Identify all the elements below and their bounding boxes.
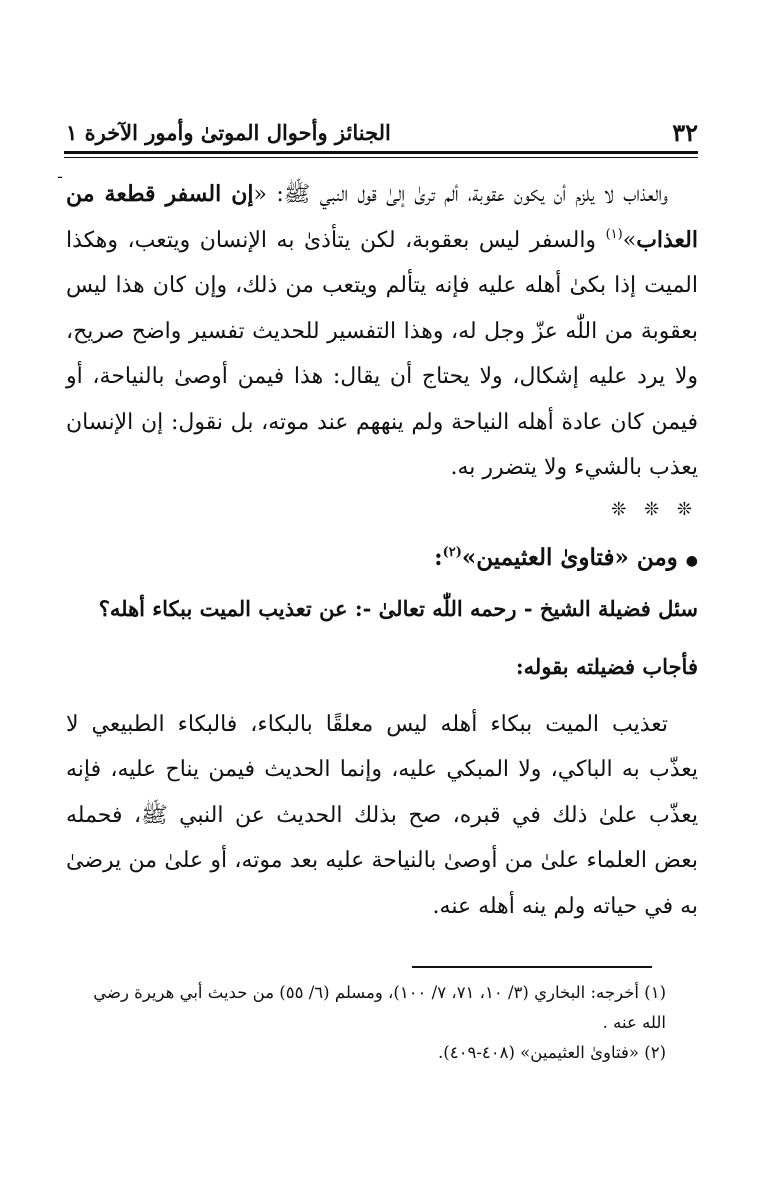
footnote-rule bbox=[412, 966, 652, 968]
section-suffix: : bbox=[434, 543, 443, 571]
page-number: ٣٢ bbox=[672, 117, 698, 147]
running-title: الجنائز وأحوال الموتىٰ وأمور الآخرة ١ bbox=[66, 119, 391, 145]
footnotes bbox=[66, 978, 666, 1068]
footnote-2: (٢) «فتاوىٰ العثيمين» (٤٠٨-٤٠٩). bbox=[438, 1043, 666, 1062]
header-rule-thin bbox=[64, 157, 698, 158]
paragraph-1-part3: والسفر ليس بعقوبة، لكن يتأذىٰ به الإنسان ويتعب، وهكذا الميت إذا بكىٰ أهله عليه فإنه يتألم ويتعب من ذلك، وإن كان هذا ليس بعقوبة من اللّٰه عزّ وجل له، وهذا التفسير للحديث تفسير واضح صريح، ولا يرد عليه إشكال، ولا يحتاج أن يقال: هذا فيمن أوصىٰ بالنياحة، أو فيمن كان عادة أهله النياحة ولم ينههم عند موته، بل نقول: إن الإنسان يعذب بالشيء ولا يتضرر به. bbox=[66, 227, 698, 480]
header-rule-thick bbox=[64, 151, 698, 154]
paragraph-1-part2: » bbox=[622, 227, 637, 253]
paragraph-1-part1: والعذاب لا يلزم أن يكون عقوبة، ألم ترىٰ إلىٰ قول النبي ﷺ: « bbox=[253, 182, 668, 207]
answer-paragraph: تعذيب الميت ببكاء أهله ليس معلقًا بالبكاء، فالبكاء الطبيعي لا يعذّب به الباكي، ولا المبكي عليه، وإنما الحديث فيمن يناح عليه، فإنه يعذّب علىٰ ذلك في قبره، صح بذلك الحديث عن النبي ﷺ، فحمله بعض العلماء علىٰ من أوصىٰ بالنياحة عليه بعد موته، أو علىٰ من يرضىٰ به في حياته ولم ينه أهله عنه. bbox=[66, 711, 698, 919]
section-heading bbox=[66, 533, 698, 586]
section-separator: ❊ ❊ ❊ bbox=[611, 498, 698, 520]
page-header bbox=[66, 112, 698, 152]
bullet-icon: ● bbox=[685, 552, 698, 569]
footnote-ref-2[interactable]: (٢) bbox=[442, 544, 462, 560]
footnote-ref-1[interactable]: (١) bbox=[605, 226, 623, 242]
hadith-quote: إن السفر قطعة من العذاب bbox=[66, 181, 698, 253]
section-title: ومن «فتاوىٰ العثيمين» bbox=[461, 543, 678, 571]
footnote-1: (١) أخرجه: البخاري (٣/ ١٠، ٧١، ٧/ ١٠٠)، ومسلم (٦/ ٥٥) من حديث أبي هريرة رضي الله عنه . bbox=[93, 983, 666, 1032]
question-text: سئل فضيلة الشيخ - رحمه اللّٰه تعالىٰ -: عن تعذيب الميت ببكاء أهله؟ bbox=[98, 595, 698, 621]
paragraph-1 bbox=[66, 172, 698, 491]
answer-heading: فأجاب فضيلته بقوله: bbox=[515, 653, 698, 679]
main-text bbox=[66, 172, 698, 929]
margin-mark: ـ bbox=[58, 166, 63, 182]
